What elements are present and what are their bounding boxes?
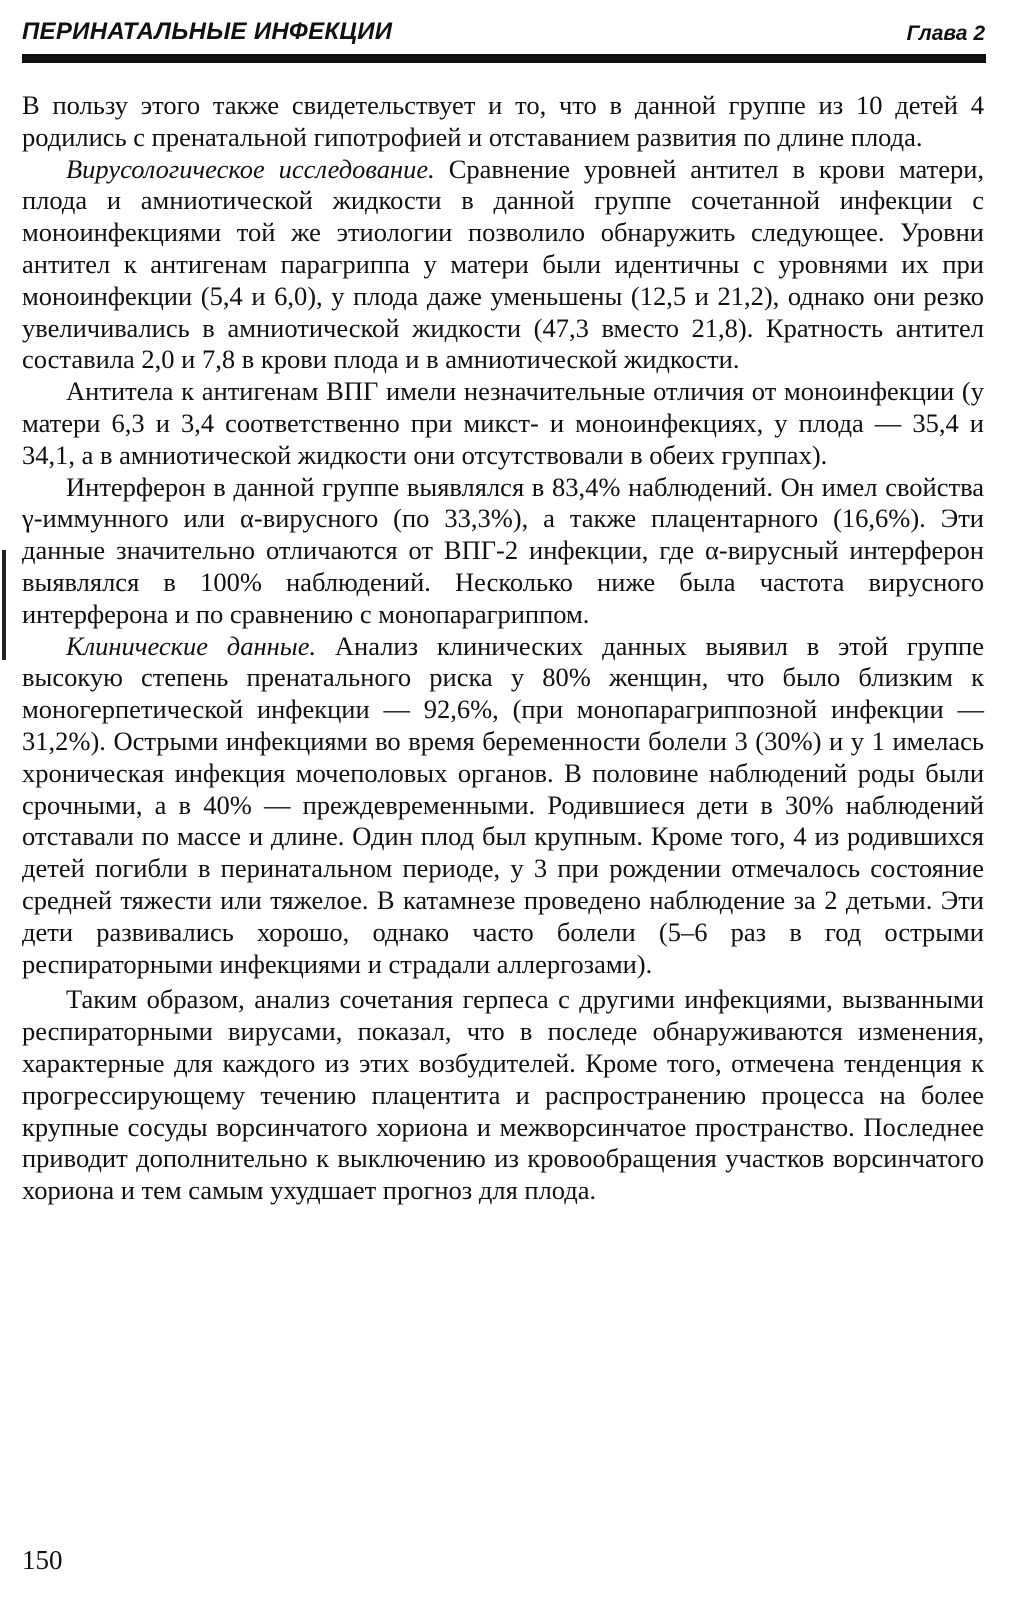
paragraph-text: Сравнение уровней антител в крови матери, плода и амниотической жидкости в данной группе сочетанной инфекции с моноинфекциями той же этиологии позволило обнаружить следующее. Уровни антител к антигенам парагриппа у матери были идентичны с уровнями их при моноинфекции (5,4 и 6,0), у плода даже уменьшены (12,5 и 21,2), однако они резко увеличивались в амниотической жидкости (47,3 вместо 21,8). Кратность антител составила 2,0 и 7,8 в крови плода и в амниотической жидкости.: [22, 153, 985, 375]
header-rule: [22, 54, 986, 63]
paragraph: [22, 154, 984, 377]
paragraph: [22, 984, 984, 1207]
paragraph: [22, 472, 984, 631]
paragraph-text: Антитела к антигенам ВПГ имели незначительные отличия от моноинфекции (у матери 6,3 и 3,4 соответственно при микст- и моноинфекциях, у плода — 35,4 и 34,1, а в амниотической жидкости они отсутствовали в обеих группах).: [22, 376, 984, 470]
body-text: [22, 90, 984, 1207]
paragraph-text: Таким образом, анализ сочетания герпеса с другими инфекциями, вызванными респираторными вирусами, показал, что в последе обнаруживаются изменения, характерные для каждого из этих возбудителей. Кроме того, отмечена тенденция к прогрессирующему течению плацентита и распространению процесса на более крупные сосуды ворсинчатого хориона и межворсинчатое пространство. Последнее приводит дополнительно к выключению из кровообращения участков ворсинчатого хориона и тем самым ухудшает прогноз для плода.: [22, 984, 984, 1206]
chapter-label: Глава 2: [906, 22, 985, 45]
page-number: 150: [22, 1545, 63, 1575]
page-header: [22, 18, 985, 50]
paragraph-lead: Вирусологическое исследование.: [66, 153, 435, 184]
paragraph-text: В пользу этого также свидетельствует и то, что в данной группе из 10 детей 4 родились с пренатальной гипотрофией и отставанием развития по длине плода.: [22, 90, 984, 152]
paragraph-text: Интерферон в данной группе выявлялся в 83,4% наблюдений. Он имел свойства γ-иммунного или α-вирусного (по 33,3%), а также плацентарного (16,6%). Эти данные значительно отличаются от ВПГ-2 инфекции, где α-вирусный интерферон выявлялся в 100% наблюдений. Несколько ниже была частота вирусного интерферона и по сравнению с монопарагриппом.: [22, 471, 984, 629]
margin-mark: [2, 550, 6, 660]
running-title: ПЕРИНАТАЛЬНЫЕ ИНФЕКЦИИ: [22, 18, 393, 45]
paragraph-text: Анализ клинических данных выявил в этой группе высокую степень пренатального риска у 80% женщин, что было близким к моногерпетической инфекции — 92,6%, (при монопарагриппозной инфекции — 31,2%). Острыми инфекциями во время беременности болели 3 (30%) и у 1 имелась хроническая инфекция мочеполовых органов. В половине наблюдений роды были срочными, а в 40% — преждевременными. Родившиеся дети в 30% наблюдений отставали по массе и длине. Один плод был крупным. Кроме того, 4 из родившихся детей погибли в перинатальном периоде, у 3 при рождении отмечалось состояние средней тяжести или тяжелое. В катамнезе проведено наблюдение за 2 детьми. Эти дети развивались хорошо, однако часто болели (5–6 раз в год острыми респираторными инфекциями и страдали аллергозами).: [22, 630, 984, 979]
paragraph-lead: Клинические данные.: [66, 630, 317, 661]
paragraph: [22, 631, 984, 981]
paragraph: [22, 90, 984, 154]
paragraph: [22, 376, 984, 471]
